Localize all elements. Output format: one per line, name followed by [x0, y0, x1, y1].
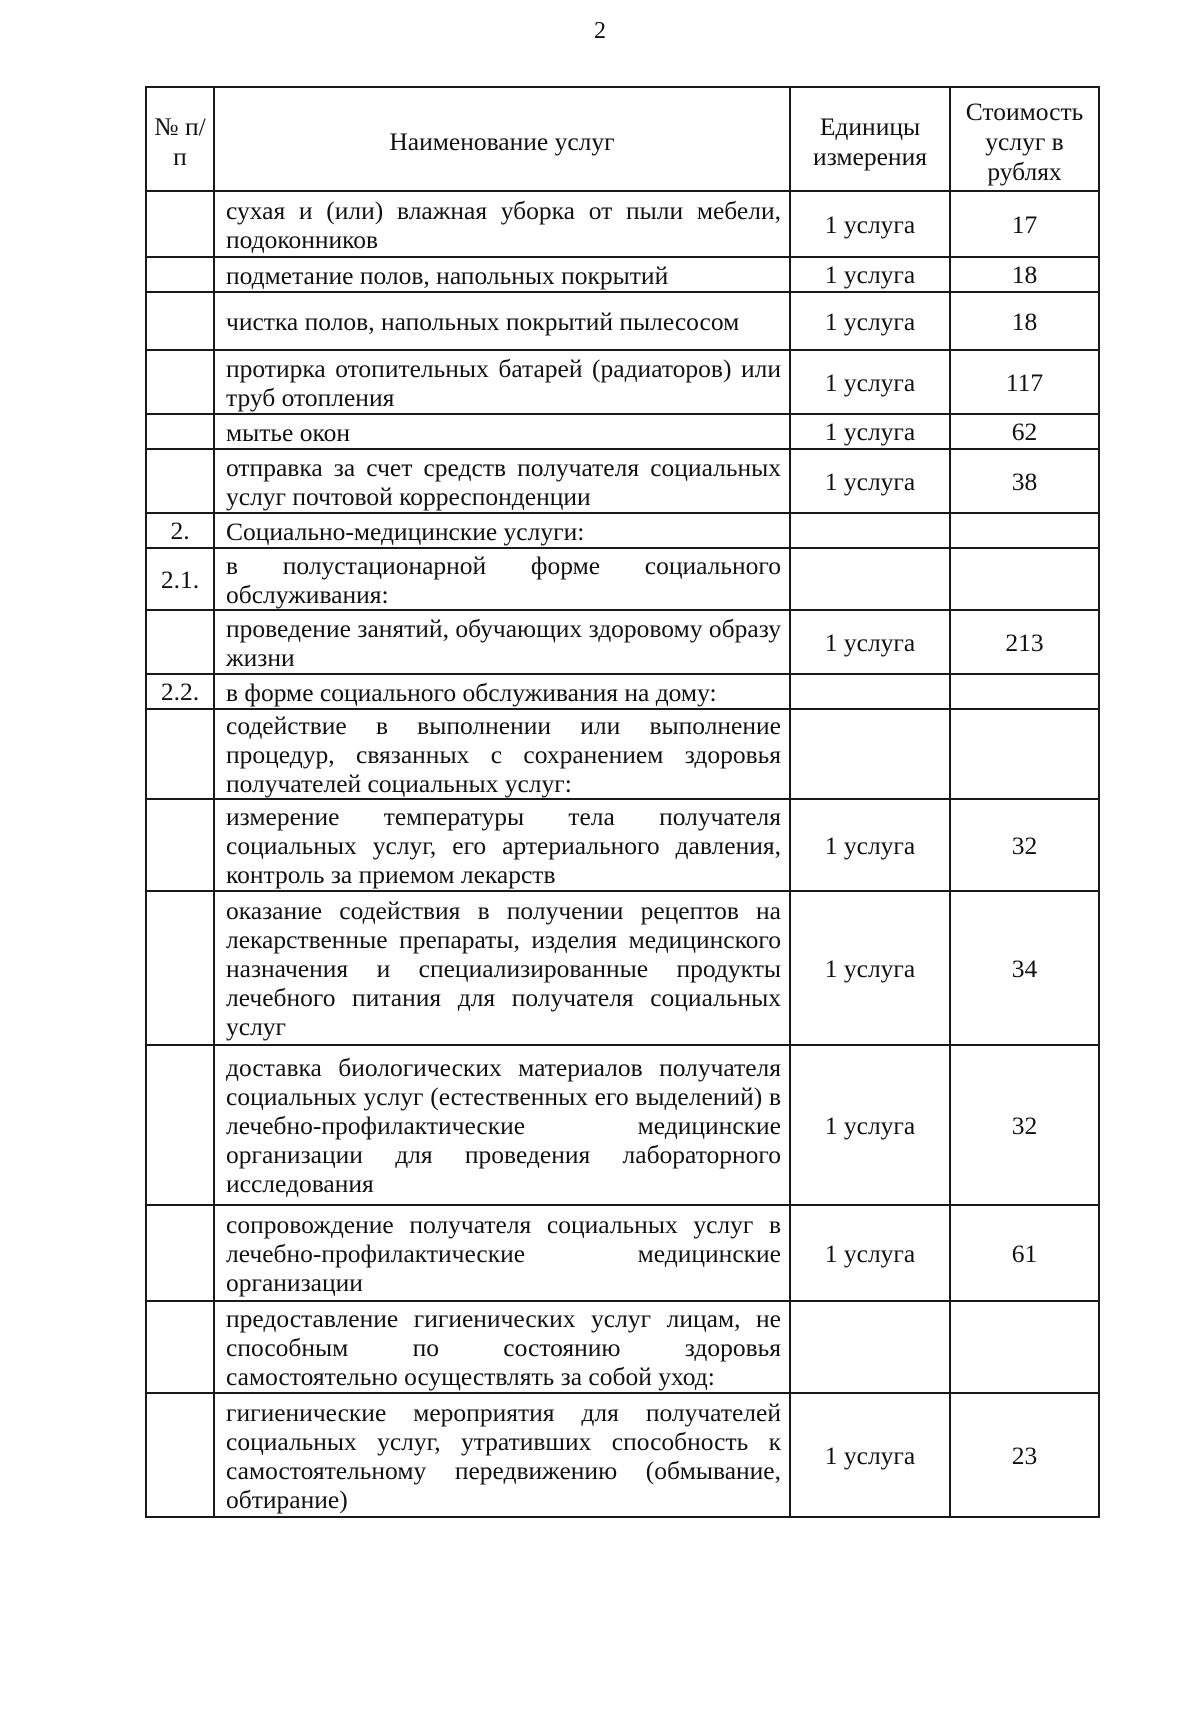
- service-cost: 18: [950, 292, 1099, 350]
- service-name: оказание содействия в получении рецептов на лекарственные препараты, изделия медицинского назначения и специализированные продукты лечебного питания для получателя социальных услуг: [214, 891, 790, 1045]
- unit-of-measure: 1 услуга: [790, 350, 950, 414]
- service-name: проведение занятий, обучающих здоровому образу жизни: [214, 610, 790, 674]
- row-number: 2.2.: [146, 674, 214, 709]
- unit-of-measure: 1 услуга: [790, 257, 950, 292]
- service-cost: [950, 548, 1099, 610]
- table-row: [146, 1045, 1099, 1205]
- table-row: [146, 1393, 1099, 1517]
- row-number: [146, 257, 214, 292]
- service-cost: 38: [950, 449, 1099, 513]
- unit-of-measure: [790, 674, 950, 709]
- table-row: [146, 799, 1099, 891]
- service-cost: 23: [950, 1393, 1099, 1517]
- page-number: 2: [594, 18, 606, 44]
- table-header-row: [146, 87, 1099, 191]
- unit-of-measure: 1 услуга: [790, 891, 950, 1045]
- table-row: [146, 610, 1099, 674]
- table-row: [146, 257, 1099, 292]
- unit-of-measure: 1 услуга: [790, 1045, 950, 1205]
- row-number: [146, 449, 214, 513]
- table-row: [146, 674, 1099, 709]
- unit-of-measure: 1 услуга: [790, 191, 950, 257]
- row-number: [146, 610, 214, 674]
- service-cost: 34: [950, 891, 1099, 1045]
- service-cost: 213: [950, 610, 1099, 674]
- service-name: измерение температуры тела получателя социальных услуг, его артериального давления, контроль за приемом лекарств: [214, 799, 790, 891]
- service-cost: 18: [950, 257, 1099, 292]
- service-name: сухая и (или) влажная уборка от пыли мебели, подоконников: [214, 191, 790, 257]
- table-row: [146, 414, 1099, 449]
- unit-of-measure: 1 услуга: [790, 610, 950, 674]
- unit-of-measure: 1 услуга: [790, 1393, 950, 1517]
- row-number: [146, 1393, 214, 1517]
- header-number: № п/п: [146, 87, 214, 191]
- service-name: в форме социального обслуживания на дому:: [214, 674, 790, 709]
- table-row: [146, 1205, 1099, 1301]
- unit-of-measure: [790, 709, 950, 799]
- row-number: [146, 1045, 214, 1205]
- unit-of-measure: 1 услуга: [790, 799, 950, 891]
- row-number: [146, 191, 214, 257]
- row-number: 2.: [146, 513, 214, 548]
- table-row: [146, 891, 1099, 1045]
- row-number: [146, 292, 214, 350]
- unit-of-measure: [790, 513, 950, 548]
- service-cost: 62: [950, 414, 1099, 449]
- unit-of-measure: 1 услуга: [790, 449, 950, 513]
- header-cost: Стоимость услуг в рублях: [950, 87, 1099, 191]
- header-service-name: Наименование услуг: [214, 87, 790, 191]
- header-unit: Единицы измерения: [790, 87, 950, 191]
- row-number: [146, 891, 214, 1045]
- unit-of-measure: 1 услуга: [790, 1205, 950, 1301]
- service-cost: [950, 1301, 1099, 1393]
- row-number: 2.1.: [146, 548, 214, 610]
- services-price-table: [145, 86, 1100, 1518]
- service-cost: 32: [950, 799, 1099, 891]
- service-cost: 17: [950, 191, 1099, 257]
- table-row: [146, 449, 1099, 513]
- row-number: [146, 1301, 214, 1393]
- service-name: в полустационарной форме социального обслуживания:: [214, 548, 790, 610]
- table-row: [146, 350, 1099, 414]
- row-number: [146, 799, 214, 891]
- service-cost: 32: [950, 1045, 1099, 1205]
- service-name: отправка за счет средств получателя социальных услуг почтовой корреспонденции: [214, 449, 790, 513]
- unit-of-measure: 1 услуга: [790, 414, 950, 449]
- service-cost: 117: [950, 350, 1099, 414]
- service-cost: [950, 709, 1099, 799]
- service-name: протирка отопительных батарей (радиаторов) или труб отопления: [214, 350, 790, 414]
- service-cost: [950, 513, 1099, 548]
- service-name: сопровождение получателя социальных услуг в лечебно-профилактические медицинские организации: [214, 1205, 790, 1301]
- unit-of-measure: [790, 1301, 950, 1393]
- service-name: содействие в выполнении или выполнение процедур, связанных с сохранением здоровья получателей социальных услуг:: [214, 709, 790, 799]
- table-body: [146, 191, 1099, 1517]
- service-name: предоставление гигиенических услуг лицам, не способным по состоянию здоровья самостоятельно осуществлять за собой уход:: [214, 1301, 790, 1393]
- row-number: [146, 1205, 214, 1301]
- service-cost: [950, 674, 1099, 709]
- row-number: [146, 414, 214, 449]
- table-row: [146, 292, 1099, 350]
- unit-of-measure: [790, 548, 950, 610]
- service-name: Социально-медицинские услуги:: [214, 513, 790, 548]
- service-name: подметание полов, напольных покрытий: [214, 257, 790, 292]
- row-number: [146, 350, 214, 414]
- table-row: [146, 191, 1099, 257]
- service-name: доставка биологических материалов получателя социальных услуг (естественных его выделений) в лечебно-профилактические медицинские организации для проведения лабораторного исследования: [214, 1045, 790, 1205]
- service-name: мытье окон: [214, 414, 790, 449]
- row-number: [146, 709, 214, 799]
- service-cost: 61: [950, 1205, 1099, 1301]
- unit-of-measure: 1 услуга: [790, 292, 950, 350]
- table-row: [146, 1301, 1099, 1393]
- table-row: [146, 709, 1099, 799]
- service-name: чистка полов, напольных покрытий пылесосом: [214, 292, 790, 350]
- service-name: гигиенические мероприятия для получателей социальных услуг, утративших способность к самостоятельному передвижению (обмывание, обтирание): [214, 1393, 790, 1517]
- table-row: [146, 548, 1099, 610]
- table-row: [146, 513, 1099, 548]
